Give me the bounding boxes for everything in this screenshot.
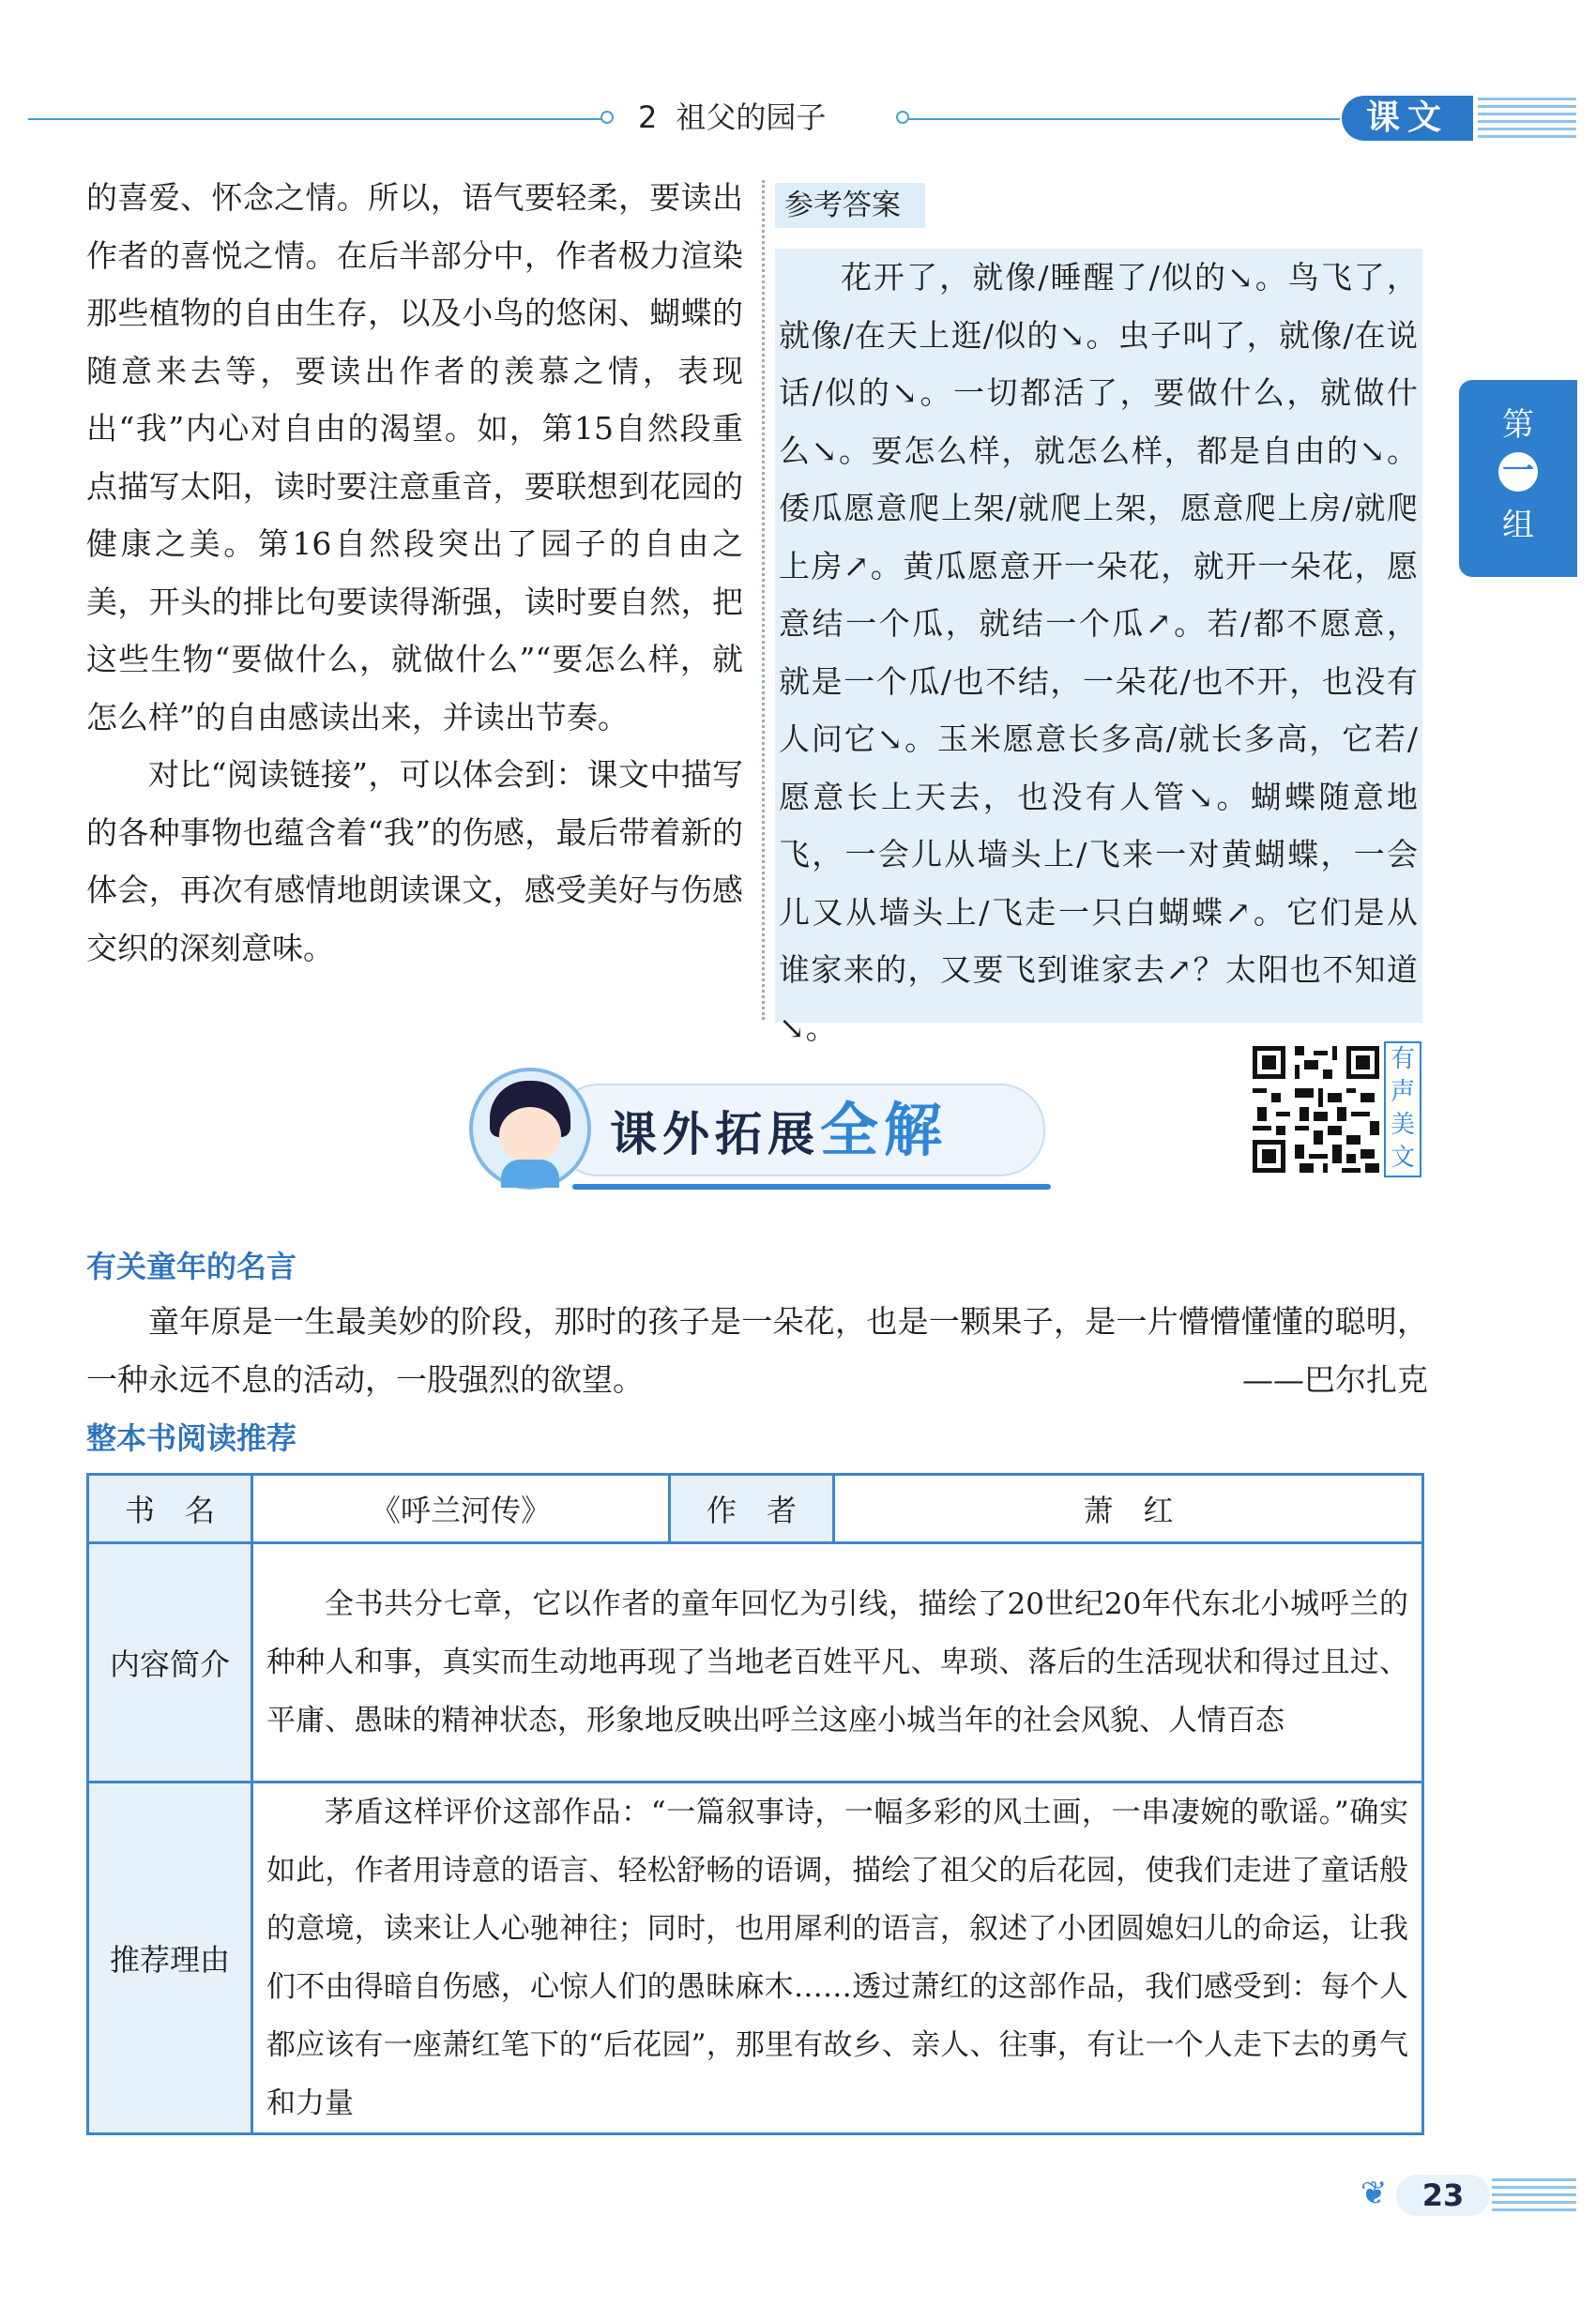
lesson-title-text: 祖父的园子 — [676, 99, 827, 135]
author-label: 作 者 — [670, 1475, 834, 1543]
answer-label: 参考答案 — [775, 183, 925, 228]
header-dot-left — [600, 111, 614, 124]
summary-cell — [252, 1543, 1423, 1783]
book-name-label: 书 名 — [88, 1475, 252, 1543]
summary-text: 全书共分七章，它以作者的童年回忆为引线，描绘了20世纪20年代东北小城呼兰的种种人和事，真实而生动地再现了当地老百姓平凡、卑琐、落后的生活现状和得过且过、平庸、愚昧的精神状态，形象地反映出呼兰这座小城当年的社会风貌、人情百态 — [266, 1587, 1408, 1737]
header-stripes — [1478, 98, 1576, 139]
reason-label: 推荐理由 — [88, 1783, 252, 2134]
lesson-number: 2 — [638, 99, 658, 135]
side-tab-number: 一 — [1498, 452, 1538, 492]
banner-underline — [572, 1184, 1051, 1190]
header-dot-right — [896, 111, 909, 124]
qr-audio-tag — [1384, 1041, 1421, 1177]
qr-tag-char-1: 有 — [1390, 1045, 1415, 1073]
left-paragraph-2: 对比“阅读链接”，可以体会到：课文中描写的各种事物也蕴含着“我”的伤感，最后带着新的体会，再次有感情地朗读课文，感受美好与伤感交织的深刻意味。 — [86, 756, 743, 966]
answer-body — [775, 249, 1422, 1046]
reason-text: 茅盾这样评价这部作品：“一篇叙事诗，一幅多彩的风土画，一串凄婉的歌谣。”确实如此，作者用诗意的语言、轻松舒畅的语调，描绘了祖父的后花园，使我们走进了童话般的意境，读来让人心驰神往；同时，也用犀利的语言，叙述了小团圆媳妇儿的命运，让我们不由得暗自伤感，心惊人们的愚昧麻木……透过萧红的这部作品，我们感受到：每个人都应该有一座萧红笔下的“后花园”，那里有故乡、亲人、往事，有让一个人走下去的勇气和力量 — [266, 1796, 1408, 2120]
footer-stripes — [1492, 2178, 1576, 2214]
quote-text: 童年原是一生最美妙的阶段，那时的孩子是一朵花，也是一颗果子，是一片懵懵懂懂的聪明，一种永远不息的活动，一股强烈的欲望。 — [86, 1303, 1428, 1398]
answer-text: 花开了，就像/睡醒了/似的↘。鸟飞了，就像/在天上逛/似的↘。虫子叫了，就像/在说话/似的↘。一切都活了，要做什么，就做什么↘。要怎么样，就怎么样，都是自由的↘。倭瓜愿意爬上架/就爬上架，愿意爬上房/就爬上房↗。黄瓜愿意开一朵花，就开一朵花，愿意结一个瓜，就结一个瓜↗。若/都不愿意，就是一个瓜/也不结，一朵花/也不开，也没有人问它↘。玉米愿意长多高/就长多高，它若/愿意长上天去，也没有人管↘。蝴蝶随意地飞，一会儿从墙头上/飞来一对黄蝴蝶，一会儿又从墙头上/飞走一只白蝴蝶↗。它们是从谁家来的，又要飞到谁家去↗？太阳也不知道↘。 — [779, 259, 1419, 1046]
header-line-right — [908, 118, 1340, 120]
answer-divider — [762, 180, 765, 1020]
qr-code-icon[interactable] — [1248, 1041, 1384, 1177]
category-badge: 课文 — [1342, 96, 1473, 141]
lesson-title — [638, 94, 826, 141]
side-tab-top: 第 — [1502, 406, 1534, 444]
table-row — [88, 1783, 1423, 2134]
section-title-books: 整本书阅读推荐 — [86, 1420, 297, 1456]
qr-tag-char-2: 声 — [1390, 1078, 1415, 1106]
section-title-quotes: 有关童年的名言 — [86, 1249, 297, 1284]
banner-highlight: 全解 — [820, 1096, 949, 1164]
quote-author: ——巴尔扎克 — [1242, 1361, 1428, 1398]
table-row — [88, 1543, 1423, 1783]
qr-tag-char-4: 文 — [1390, 1144, 1415, 1172]
leaf-icon: ❦ — [1360, 2175, 1388, 2212]
author-name: 萧 红 — [834, 1475, 1423, 1543]
banner-title — [610, 1098, 948, 1167]
qr-tag-char-3: 美 — [1390, 1111, 1415, 1139]
book-recommendation-table — [86, 1473, 1424, 2135]
side-tab-bottom: 组 — [1502, 507, 1534, 544]
page-number: 23 — [1396, 2175, 1490, 2216]
header-line-left — [28, 118, 605, 120]
book-name: 《呼兰河传》 — [252, 1475, 670, 1543]
left-paragraph-1: 的喜爱、怀念之情。所以，语气要轻柔，要读出作者的喜悦之情。在后半部分中，作者极力渲染那些植物的自由生存，以及小鸟的悠闲、蝴蝶的随意来去等，要读出作者的羡慕之情，表现出“我”内心对自由的渴望。如，第15自然段重点描写太阳，读时要注意重音，要联想到花园的健康之美。第16自然段突出了园子的自由之美，开头的排比句要读得渐强，读时要自然，把这些生物“要做什么，就做什么”“要怎么样，就怎么样”的自由感读出来，并读出节奏。 — [86, 179, 743, 736]
table-row — [88, 1475, 1423, 1543]
banner-text: 课外拓展 — [610, 1107, 820, 1161]
reason-cell — [252, 1783, 1423, 2134]
girl-mascot-icon — [469, 1068, 591, 1190]
left-column-text — [86, 169, 743, 977]
unit-side-tab — [1459, 380, 1577, 577]
summary-label: 内容简介 — [88, 1543, 252, 1783]
